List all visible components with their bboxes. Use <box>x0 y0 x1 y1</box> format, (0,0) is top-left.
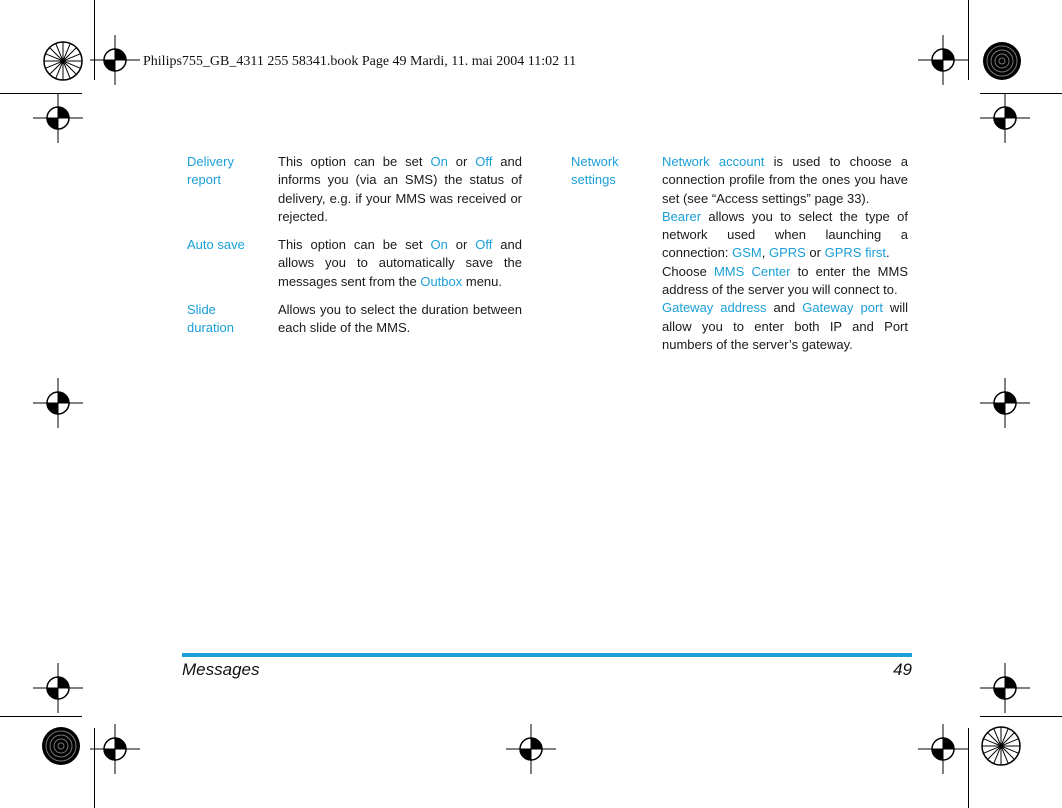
registration-mark-icon <box>980 663 1030 713</box>
section-title: Messages <box>182 660 260 679</box>
text-run: and <box>766 300 803 316</box>
setting-name: Gateway address <box>662 300 767 316</box>
description-paragraph <box>662 208 908 263</box>
option-value: Off <box>475 154 493 169</box>
text-run: to enter the MMS address of the server you will connect to. <box>662 263 908 298</box>
description-paragraph <box>662 299 908 354</box>
description-paragraph <box>662 263 908 300</box>
option-description <box>278 153 522 226</box>
concentric-target-icon <box>41 726 81 766</box>
text-run: is used to choose a connection profile from the ones you have set (see “Access settings” page 33). <box>662 154 908 206</box>
text-run: . <box>886 245 890 261</box>
registration-mark-icon <box>90 724 140 774</box>
crop-mark <box>980 716 1062 717</box>
registration-mark-icon <box>90 35 140 85</box>
option-value: GSM <box>732 245 762 261</box>
text-run: or <box>805 245 825 261</box>
option-description <box>278 301 522 338</box>
setting-name: MMS Center <box>713 263 791 279</box>
option-value: GPRS first <box>824 245 887 261</box>
option-term: Delivery report <box>187 154 234 188</box>
text-run: This option can be set <box>278 237 431 252</box>
registration-mark-icon <box>33 378 83 428</box>
setting-name: Network account <box>662 154 765 169</box>
option-term: Network settings <box>571 154 619 188</box>
text-run: allows you to select the type of network used when launching a connection: <box>662 208 908 261</box>
concentric-target-icon <box>982 41 1022 81</box>
text-run: and allows you to automatically save the messages sent from the <box>278 237 522 289</box>
registration-mark-icon <box>918 724 968 774</box>
setting-name: Bearer <box>662 208 702 224</box>
registration-mark-icon <box>506 724 556 774</box>
crop-mark <box>0 716 82 717</box>
text-run: This option can be set <box>278 154 431 169</box>
text-run: or <box>447 237 476 252</box>
setting-name: Gateway port <box>802 300 883 316</box>
registration-mark-icon <box>33 663 83 713</box>
registration-mark-icon <box>980 378 1030 428</box>
starburst-target-icon <box>43 41 83 81</box>
text-run: will allow you to enter both IP and Port numbers of the server’s gateway. <box>662 300 908 352</box>
text-run: or <box>447 154 476 169</box>
page-number: 49 <box>893 660 912 679</box>
menu-name: Outbox <box>420 273 463 289</box>
option-description <box>278 236 522 291</box>
option-value: On <box>430 237 448 252</box>
text-run: Choose <box>662 263 714 279</box>
registration-mark-icon <box>33 93 83 143</box>
option-term: Auto save <box>187 237 245 252</box>
option-description <box>662 153 908 354</box>
text-run: Allows you to select the duration between each slide of the MMS. <box>278 302 522 336</box>
crop-mark <box>968 0 969 80</box>
option-term: Slide duration <box>187 302 234 336</box>
description-paragraph <box>662 153 908 208</box>
starburst-target-icon <box>981 726 1021 766</box>
text-run: and informs you (via an SMS) the status of delivery, e.g. if your MMS was received or rejected. <box>278 154 522 224</box>
registration-mark-icon <box>918 35 968 85</box>
text-run: , <box>761 245 769 261</box>
crop-mark <box>968 728 969 808</box>
print-header: Philips755_GB_4311 255 58341.book Page 49 Mardi, 11. mai 2004 11:02 11 <box>143 54 577 69</box>
registration-mark-icon <box>980 93 1030 143</box>
option-value: On <box>430 154 448 169</box>
text-run: menu. <box>462 273 503 289</box>
option-value: Off <box>475 237 493 252</box>
footer-rule <box>182 653 912 657</box>
option-value: GPRS <box>768 245 806 261</box>
